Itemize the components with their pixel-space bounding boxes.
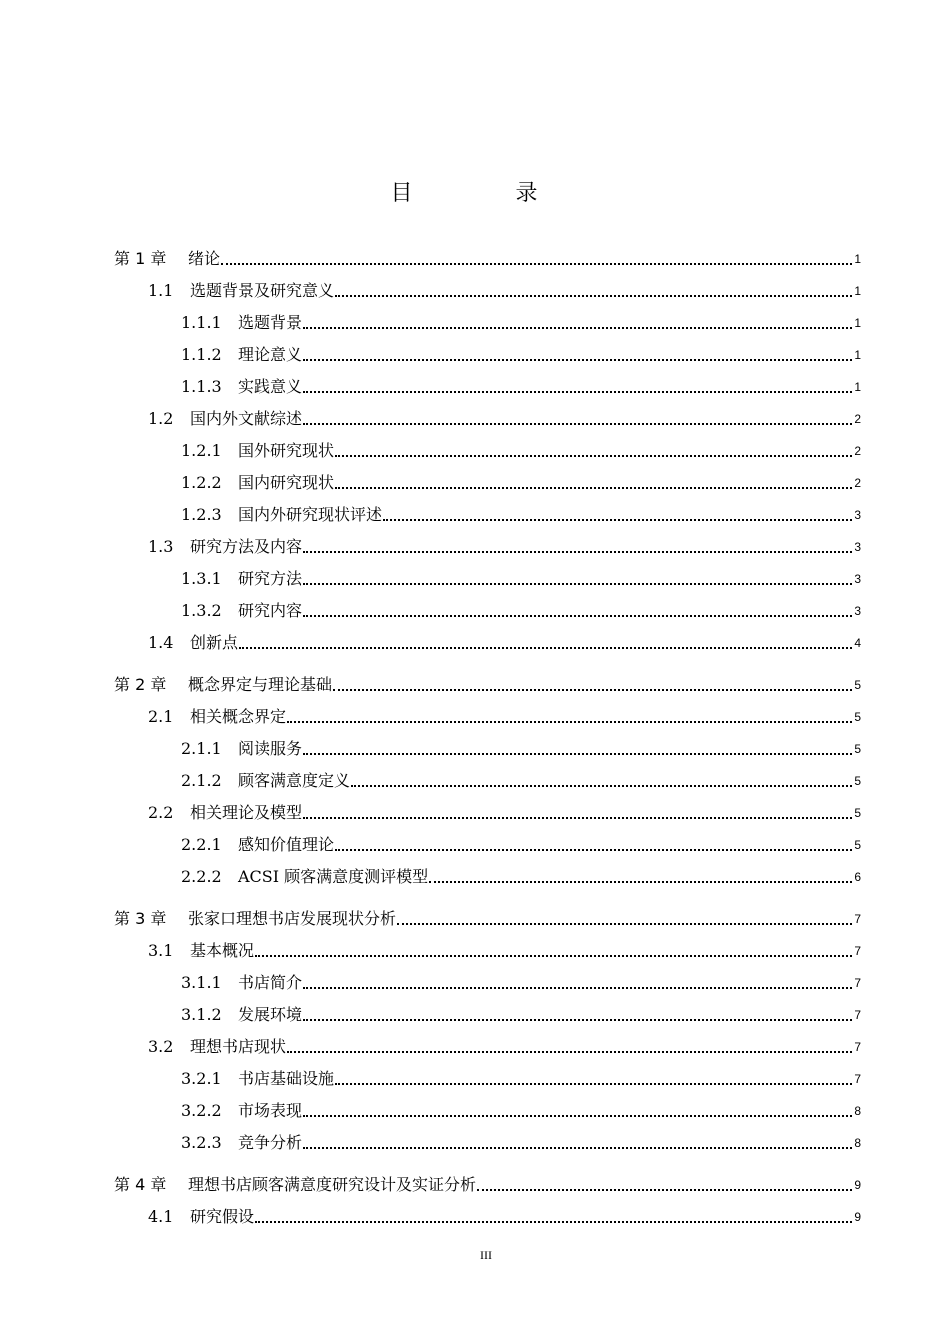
dot-leader <box>287 1051 852 1053</box>
toc-entry-number: 2.2.1 <box>181 835 222 854</box>
toc-entry[interactable] <box>114 905 861 929</box>
toc-entry[interactable] <box>181 863 861 887</box>
toc-entry-page-number: 2 <box>854 476 861 490</box>
toc-entry-page-number: 5 <box>854 806 861 820</box>
toc-entry[interactable] <box>148 1033 861 1057</box>
toc-entry-number: 3.1.1 <box>181 973 222 992</box>
dot-leader <box>303 359 852 361</box>
toc-entry[interactable] <box>114 245 861 269</box>
toc-entry[interactable] <box>148 277 861 301</box>
toc-entry[interactable] <box>181 767 861 791</box>
toc-entry-label: 选题背景 <box>238 313 303 332</box>
toc-entry-label: 基本概况 <box>190 941 255 960</box>
toc-entry-page-number: 4 <box>854 636 861 650</box>
toc-entry-number: 1.1.2 <box>181 345 222 364</box>
toc-entry-label: 研究方法 <box>238 569 303 588</box>
toc-entry-page-number: 3 <box>854 540 861 554</box>
toc-entry[interactable] <box>181 1129 861 1153</box>
toc-entry-label: 国外研究现状 <box>238 441 335 460</box>
dot-leader <box>303 1019 852 1021</box>
toc-entry[interactable] <box>148 937 861 961</box>
toc-entry-page-number: 2 <box>854 444 861 458</box>
dot-leader <box>287 721 852 723</box>
toc-entry-page-number: 5 <box>854 742 861 756</box>
dot-leader <box>335 455 852 457</box>
toc-entry-label: 市场表现 <box>238 1101 303 1120</box>
toc-entry-number: 3.1.2 <box>181 1005 222 1024</box>
toc-entry[interactable] <box>181 469 861 493</box>
toc-entry-number: 1.2 <box>148 409 174 428</box>
toc-entry-page-number: 1 <box>854 284 861 298</box>
toc-entry[interactable] <box>181 1001 861 1025</box>
toc-entry[interactable] <box>181 735 861 759</box>
toc-entry[interactable] <box>114 1171 861 1195</box>
toc-entry-page-number: 6 <box>854 870 861 884</box>
toc-entry-label: 理论意义 <box>238 345 303 364</box>
toc-entry[interactable] <box>148 405 861 429</box>
toc-entry-label: 研究假设 <box>190 1207 255 1226</box>
toc-entry-label: 感知价值理论 <box>238 835 335 854</box>
dot-leader <box>429 881 852 883</box>
toc-entry-number: 2.1 <box>148 707 174 726</box>
dot-leader <box>255 1221 852 1223</box>
toc-entry[interactable] <box>148 533 861 557</box>
toc-entry-page-number: 3 <box>854 572 861 586</box>
toc-entry-page-number: 3 <box>854 604 861 618</box>
toc-entry-label: 选题背景及研究意义 <box>190 281 335 300</box>
toc-entry-page-number: 7 <box>854 1072 861 1086</box>
toc-entry[interactable] <box>148 703 861 727</box>
dot-leader <box>335 295 852 297</box>
toc-entry-label: 概念界定与理论基础 <box>188 675 333 694</box>
toc-entry-label: 理想书店现状 <box>190 1037 287 1056</box>
toc-entry-label: 国内研究现状 <box>238 473 335 492</box>
toc-entry-page-number: 5 <box>854 774 861 788</box>
dot-leader <box>303 583 852 585</box>
toc-entry-number: 3.2.3 <box>181 1133 222 1152</box>
toc-entry-page-number: 8 <box>854 1104 861 1118</box>
toc-entry[interactable] <box>181 565 861 589</box>
dot-leader <box>383 519 852 521</box>
toc-entry[interactable] <box>181 1065 861 1089</box>
toc-entry-page-number: 1 <box>854 252 861 266</box>
dot-leader <box>397 923 852 925</box>
toc-entry-page-number: 9 <box>854 1210 861 1224</box>
toc-entry-number: 3.2.2 <box>181 1101 222 1120</box>
toc-entry-label: 竞争分析 <box>238 1133 303 1152</box>
dot-leader <box>221 263 852 265</box>
toc-entry[interactable] <box>181 969 861 993</box>
dot-leader <box>477 1189 852 1191</box>
toc-entry-page-number: 7 <box>854 1040 861 1054</box>
toc-entry-page-number: 1 <box>854 348 861 362</box>
toc-entry[interactable] <box>181 341 861 365</box>
dot-leader <box>335 1083 852 1085</box>
toc-entry-number: 第 2 章 <box>114 675 167 694</box>
dot-leader <box>333 689 852 691</box>
toc-entry-number: 4.1 <box>148 1207 174 1226</box>
toc-entry-number: 3.1 <box>148 941 174 960</box>
toc-entry[interactable] <box>181 373 861 397</box>
toc-entry[interactable] <box>181 1097 861 1121</box>
dot-leader <box>303 615 852 617</box>
dot-leader <box>303 987 852 989</box>
toc-entry-label: 绪论 <box>188 249 221 268</box>
toc-entry[interactable] <box>181 309 861 333</box>
toc-entry-label: ACSI 顾客满意度测评模型 <box>238 867 429 886</box>
toc-entry[interactable] <box>181 597 861 621</box>
toc-entry-number: 1.1.1 <box>181 313 222 332</box>
toc-entry[interactable] <box>181 831 861 855</box>
dot-leader <box>303 551 852 553</box>
toc-entry-number: 3.2.1 <box>181 1069 222 1088</box>
toc-entry-number: 2.1.1 <box>181 739 222 758</box>
dot-leader <box>335 849 852 851</box>
dot-leader <box>303 753 852 755</box>
toc-entry-label: 书店基础设施 <box>238 1069 335 1088</box>
page-number-footer: III <box>480 1248 492 1262</box>
toc-entry-label: 研究内容 <box>238 601 303 620</box>
toc-entry-page-number: 2 <box>854 412 861 426</box>
toc-entry-number: 1.2.3 <box>181 505 222 524</box>
toc-entry-label: 创新点 <box>190 633 239 652</box>
toc-entry-number: 1.2.2 <box>181 473 222 492</box>
toc-entry-page-number: 9 <box>854 1178 861 1192</box>
dot-leader <box>303 327 852 329</box>
toc-entry-number: 第 1 章 <box>114 249 167 268</box>
toc-entry[interactable] <box>181 501 861 525</box>
toc-entry-label: 国内外文献综述 <box>190 409 303 428</box>
toc-entry-number: 3.2 <box>148 1037 174 1056</box>
toc-entry-page-number: 5 <box>854 838 861 852</box>
toc-entry-number: 1.3 <box>148 537 174 556</box>
toc-entry-number: 1.1.3 <box>181 377 222 396</box>
toc-entry-page-number: 7 <box>854 944 861 958</box>
dot-leader <box>351 785 852 787</box>
toc-entry[interactable] <box>181 437 861 461</box>
toc-entry-label: 理想书店顾客满意度研究设计及实证分析 <box>188 1175 477 1194</box>
toc-entry[interactable] <box>114 671 861 695</box>
toc-entry-page-number: 7 <box>854 912 861 926</box>
toc-entry-label: 相关理论及模型 <box>190 803 303 822</box>
toc-entry-number: 2.1.2 <box>181 771 222 790</box>
dot-leader <box>239 647 852 649</box>
toc-entry-number: 第 3 章 <box>114 909 167 928</box>
dot-leader <box>303 1147 852 1149</box>
toc-entry-number: 第 4 章 <box>114 1175 167 1194</box>
toc-entry-label: 书店简介 <box>238 973 303 992</box>
toc-entry-number: 1.3.2 <box>181 601 222 620</box>
toc-entry-label: 阅读服务 <box>238 739 303 758</box>
toc-entry-number: 1.3.1 <box>181 569 222 588</box>
toc-entry-page-number: 3 <box>854 508 861 522</box>
dot-leader <box>335 487 852 489</box>
dot-leader <box>303 1115 852 1117</box>
toc-entry-page-number: 7 <box>854 1008 861 1022</box>
toc-entry-page-number: 5 <box>854 710 861 724</box>
toc-entry-number: 2.2 <box>148 803 174 822</box>
toc-entry-number: 2.2.2 <box>181 867 222 886</box>
toc-entry[interactable] <box>148 799 861 823</box>
dot-leader <box>303 817 852 819</box>
dot-leader <box>303 391 852 393</box>
toc-entry-number: 1.1 <box>148 281 174 300</box>
toc-entry-label: 国内外研究现状评述 <box>238 505 383 524</box>
toc-entry-label: 发展环境 <box>238 1005 303 1024</box>
dot-leader <box>303 423 852 425</box>
toc-entry-label: 研究方法及内容 <box>190 537 303 556</box>
toc-entry-page-number: 1 <box>854 316 861 330</box>
toc-entry-page-number: 8 <box>854 1136 861 1150</box>
toc-entry-page-number: 7 <box>854 976 861 990</box>
toc-entry[interactable] <box>148 1203 861 1227</box>
toc-entry-label: 顾客满意度定义 <box>238 771 351 790</box>
page-title: 目 录 <box>390 181 586 206</box>
toc-entry-number: 1.4 <box>148 633 174 652</box>
toc-entry-label: 实践意义 <box>238 377 303 396</box>
toc-entry-label: 张家口理想书店发展现状分析 <box>188 909 397 928</box>
toc-entry-label: 相关概念界定 <box>190 707 287 726</box>
toc-entry-number: 1.2.1 <box>181 441 222 460</box>
dot-leader <box>255 955 852 957</box>
toc-entry-page-number: 5 <box>854 678 861 692</box>
toc-entry[interactable] <box>148 629 861 653</box>
toc-entry-page-number: 1 <box>854 380 861 394</box>
